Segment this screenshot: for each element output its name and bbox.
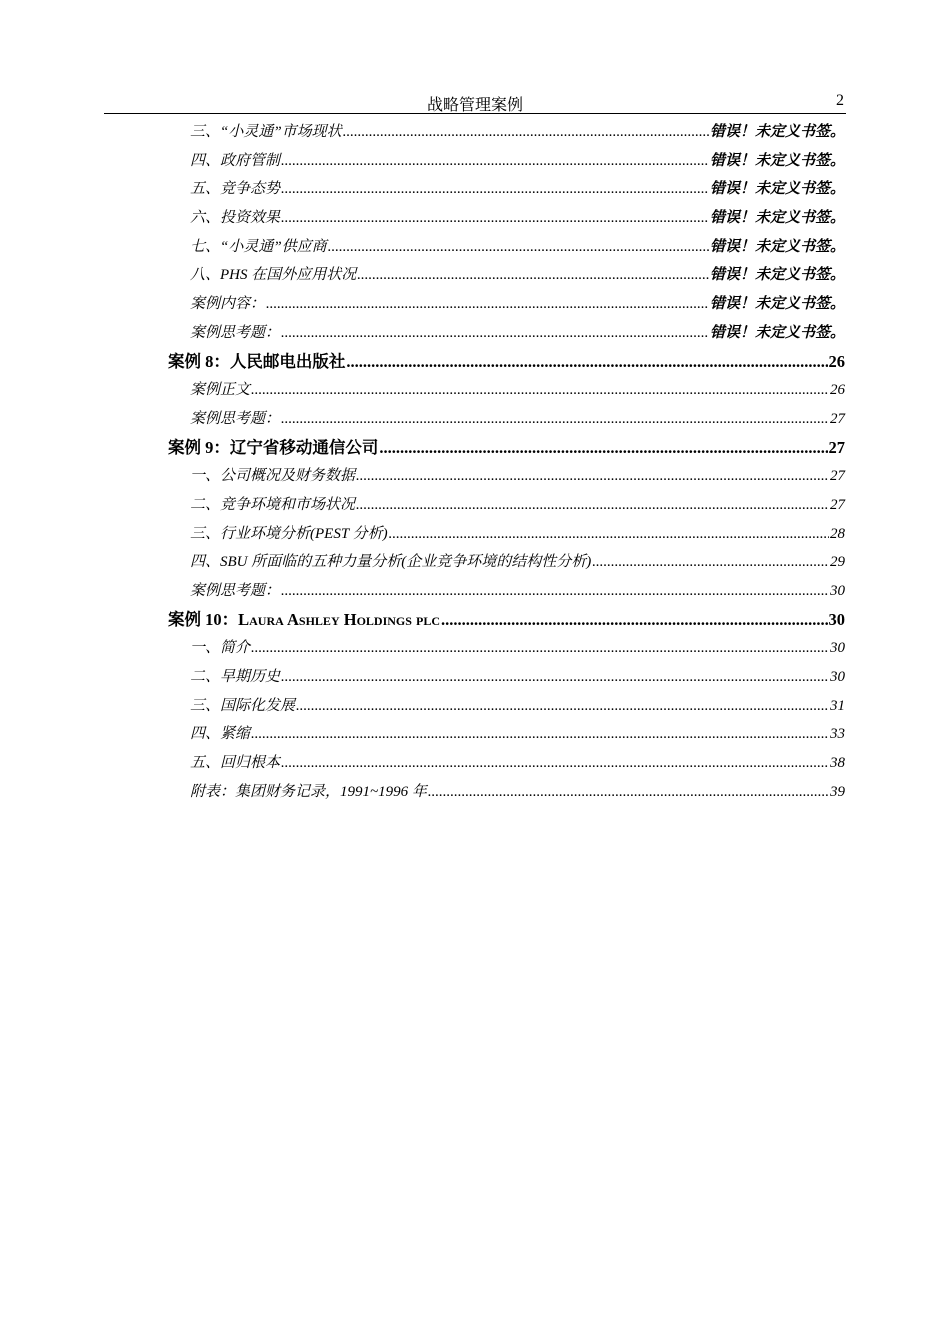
toc-entry-label xyxy=(190,233,327,262)
toc-entry-label xyxy=(190,290,265,319)
toc-entry-label-text: 五、竞争态势 xyxy=(190,181,281,198)
toc-dot-leader xyxy=(389,520,829,549)
toc-section-entry[interactable] xyxy=(168,319,845,348)
toc-entry-label xyxy=(190,692,295,721)
toc-dot-leader xyxy=(441,606,827,635)
toc-entry-label xyxy=(190,147,280,176)
toc-entry-page: 30 xyxy=(830,640,845,657)
toc-entry-page: 30 xyxy=(828,609,845,629)
toc-dot-leader xyxy=(281,577,829,606)
toc-dot-leader xyxy=(428,778,829,807)
toc-entry-label-text: 二、竞争环境和市场状况 xyxy=(190,496,356,513)
toc-dot-leader xyxy=(251,634,829,663)
toc-entry-label-text: 五、回归根本 xyxy=(190,755,281,772)
toc-entry-page: 错误！未定义书签。 xyxy=(709,124,845,140)
toc-dot-leader xyxy=(343,118,709,147)
toc-dot-leader xyxy=(281,663,829,692)
toc-dot-leader xyxy=(356,462,829,491)
toc-entry-page: 错误！未定义书签。 xyxy=(709,238,845,255)
header-title: 战略管理案例 xyxy=(426,97,523,114)
toc-dot-leader xyxy=(357,261,709,290)
toc-entry-page: 29 xyxy=(830,554,845,571)
toc-section-entry[interactable] xyxy=(168,634,845,663)
toc-section-entry[interactable] xyxy=(168,491,845,520)
toc-section-entry[interactable] xyxy=(168,118,845,147)
toc-dot-leader xyxy=(281,175,709,204)
toc-entry-label xyxy=(190,663,280,692)
toc-section-entry[interactable] xyxy=(168,720,845,749)
toc-section-entry[interactable] xyxy=(168,462,845,491)
toc-section-entry[interactable] xyxy=(168,577,845,606)
toc-entry-label xyxy=(190,778,427,807)
toc-entry-page: 39 xyxy=(830,783,845,800)
toc-entry-label xyxy=(190,175,280,204)
toc-entry-page: 27 xyxy=(830,496,845,513)
toc-dot-leader xyxy=(281,319,709,348)
toc-entry-page: 27 xyxy=(830,410,845,427)
toc-entry-label xyxy=(190,491,355,520)
toc-entry-page: 30 xyxy=(830,583,845,599)
toc-dot-leader xyxy=(592,548,829,577)
toc-entry-label-text: 附表：集团财务记录，1991~1996 年 xyxy=(190,783,427,800)
toc-entry-page: 33 xyxy=(830,726,845,743)
toc-section-entry[interactable] xyxy=(168,233,845,262)
toc-section-entry[interactable] xyxy=(168,290,845,319)
toc-entry-label xyxy=(190,376,250,405)
toc-entry-page: 30 xyxy=(830,669,845,686)
toc-entry-label-text: 二、早期历史 xyxy=(190,669,281,686)
toc-entry-label-text: 案例 8：人民邮电出版社 xyxy=(168,351,346,371)
toc-section-entry[interactable] xyxy=(168,663,845,692)
toc-dot-leader xyxy=(356,491,829,520)
toc-chapter-entry[interactable] xyxy=(168,606,845,635)
toc-entry-page: 31 xyxy=(830,697,845,714)
toc-section-entry[interactable] xyxy=(168,204,845,233)
toc-section-entry[interactable] xyxy=(168,692,845,721)
table-of-contents xyxy=(168,118,845,807)
toc-chapter-entry[interactable] xyxy=(168,434,845,463)
toc-entry-label-text: 案例思考题： xyxy=(190,583,281,599)
toc-section-entry[interactable] xyxy=(168,376,845,405)
toc-section-entry[interactable] xyxy=(168,147,845,176)
toc-dot-leader xyxy=(379,434,827,463)
toc-entry-page: 错误！未定义书签。 xyxy=(709,181,845,198)
toc-entry-label-smallcaps: Laura Ashley Holdings plc xyxy=(238,609,441,629)
header-rule xyxy=(104,113,846,114)
toc-entry-label xyxy=(190,462,355,491)
toc-entry-label xyxy=(190,520,388,549)
toc-dot-leader xyxy=(251,376,829,405)
toc-entry-page: 错误！未定义书签。 xyxy=(709,267,845,284)
toc-entry-label xyxy=(190,577,280,606)
toc-entry-label-text: 四、政府管制 xyxy=(190,152,281,169)
page-header xyxy=(104,90,846,114)
toc-entry-label-text: 案例 10： xyxy=(168,609,239,629)
toc-entry-label xyxy=(190,749,280,778)
toc-entry-label-text: 六、投资效果 xyxy=(190,210,281,227)
toc-entry-label-text: 案例正文 xyxy=(190,382,251,399)
toc-entry-label xyxy=(190,319,280,348)
toc-entry-label-text: 案例思考题： xyxy=(190,324,281,341)
toc-dot-leader xyxy=(251,720,829,749)
toc-entry-page: 错误！未定义书签。 xyxy=(709,296,845,313)
toc-entry-page: 26 xyxy=(828,351,845,371)
toc-section-entry[interactable] xyxy=(168,520,845,549)
toc-entry-label-text: 三、国际化发展 xyxy=(190,697,296,714)
toc-entry-page: 27 xyxy=(828,437,845,457)
toc-entry-label-text: 案例思考题： xyxy=(190,410,281,427)
toc-entry-page: 错误！未定义书签。 xyxy=(709,324,845,341)
toc-entry-label-text: 案例 9：辽宁省移动通信公司 xyxy=(168,437,379,457)
toc-entry-label xyxy=(190,548,591,577)
toc-entry-page: 28 xyxy=(830,525,845,542)
toc-dot-leader xyxy=(281,749,829,778)
toc-section-entry[interactable] xyxy=(168,778,845,807)
toc-section-entry[interactable] xyxy=(168,749,845,778)
toc-section-entry[interactable] xyxy=(168,175,845,204)
toc-entry-label-text: 四、紧缩 xyxy=(190,726,251,743)
header-page-number: 2 xyxy=(836,92,844,109)
toc-dot-leader xyxy=(281,204,709,233)
toc-entry-label-text: 一、公司概况及财务数据 xyxy=(190,468,356,485)
toc-entry-label xyxy=(190,204,280,233)
toc-entry-label xyxy=(190,118,342,147)
toc-entry-label-text: 七、“小灵通”供应商 xyxy=(190,238,327,255)
toc-dot-leader xyxy=(266,290,709,319)
toc-entry-page: 错误！未定义书签。 xyxy=(709,152,845,169)
toc-dot-leader xyxy=(281,147,709,176)
toc-dot-leader xyxy=(328,233,709,262)
toc-section-entry[interactable] xyxy=(168,405,845,434)
toc-entry-label xyxy=(168,348,345,377)
toc-chapter-entry[interactable] xyxy=(168,348,845,377)
toc-entry-label-text: 八、PHS 在国外应用状况 xyxy=(190,267,357,284)
toc-entry-label-text: 一、简介 xyxy=(190,640,251,657)
toc-entry-label-text: 案例内容： xyxy=(190,296,266,313)
toc-entry-page: 26 xyxy=(830,382,845,399)
toc-entry-label-text: 四、SBU 所面临的五种力量分析(企业竞争环境的结构性分析) xyxy=(190,554,592,571)
toc-entry-page: 38 xyxy=(830,755,845,772)
toc-entry-page: 错误！未定义书签。 xyxy=(709,210,845,227)
toc-entry-label-text: 三、行业环境分析(PEST 分析) xyxy=(190,525,388,542)
toc-entry-label xyxy=(168,606,440,635)
toc-entry-label xyxy=(190,634,250,663)
toc-entry-label xyxy=(190,405,280,434)
toc-entry-label xyxy=(190,720,250,749)
toc-dot-leader xyxy=(296,692,829,721)
toc-entry-page: 27 xyxy=(830,468,845,485)
toc-entry-label-text: 三、“小灵通”市场现状 xyxy=(190,124,342,140)
toc-section-entry[interactable] xyxy=(168,548,845,577)
toc-section-entry[interactable] xyxy=(168,261,845,290)
toc-dot-leader xyxy=(281,405,829,434)
toc-entry-label xyxy=(168,434,378,463)
toc-dot-leader xyxy=(346,348,827,377)
toc-entry-label xyxy=(190,261,356,290)
